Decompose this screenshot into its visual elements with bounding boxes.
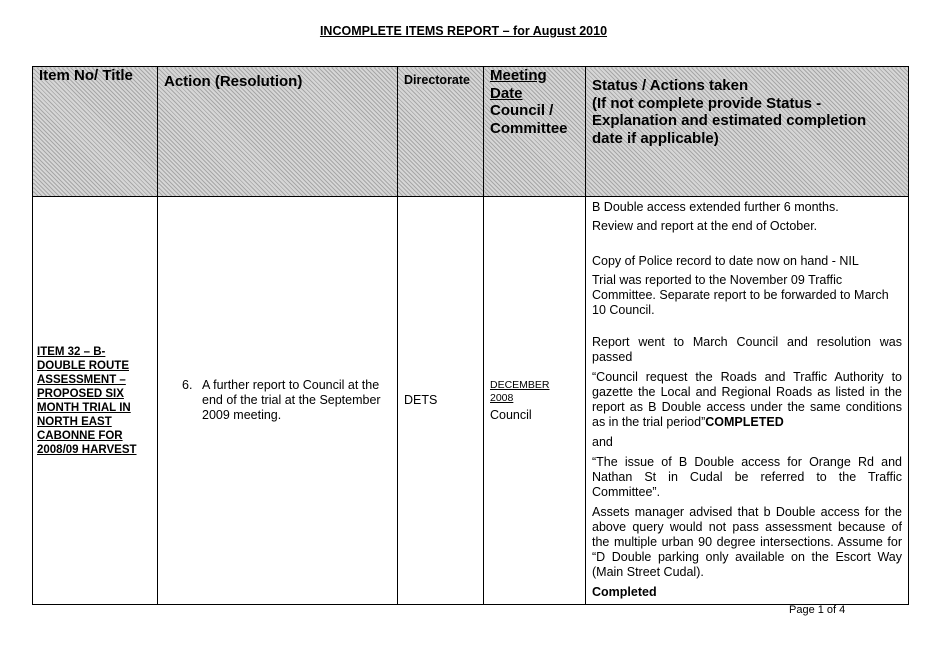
item-title-line: DOUBLE ROUTE	[37, 359, 129, 372]
item-title-line: CABONNE FOR	[37, 429, 123, 442]
header-status-line: date if applicable)	[592, 129, 719, 147]
status-paragraph	[592, 370, 902, 430]
item-title-line: MONTH TRIAL IN	[37, 401, 131, 414]
header-directorate: Directorate	[398, 67, 484, 197]
item-title-line: PROPOSED SIX	[37, 387, 124, 400]
header-status-line: Explanation and estimated completion	[592, 112, 867, 129]
status-paragraph: Assets manager advised that b Double access for the above query would not pass assessment because of the multiple urban 90 degree intersections. Assume for “D Double parking only available on the Escort Way (Main Street Cudal).	[592, 505, 902, 579]
status-paragraph: and	[592, 435, 613, 449]
status-completed-badge: COMPLETED	[705, 415, 784, 429]
header-item-title: Item No/ Title	[33, 67, 158, 197]
incomplete-items-table	[32, 66, 909, 605]
status-paragraph: Trial was reported to the November 09 Traffic Committee. Separate report to be forwarded to March 10 Council.	[592, 273, 889, 317]
status-quote: “Council request the Roads and Traffic Authority to gazette the Local and Regional Roads as listed in the report as B Double access under the same conditions as in the trial period”	[592, 370, 902, 429]
status-completed: Completed	[592, 585, 657, 599]
header-meeting-date: Meeting Date	[490, 67, 547, 102]
status-cell	[586, 197, 909, 605]
status-paragraph: Review and report at the end of October.	[592, 219, 818, 233]
meeting-date-line: DECEMBER	[490, 378, 550, 391]
header-status	[586, 67, 909, 197]
item-title-line: 2008/09 HARVEST	[37, 443, 137, 456]
header-meeting-body: Council / Committee	[490, 102, 568, 137]
header-action: Action (Resolution)	[158, 67, 398, 197]
action-number: 6.	[182, 378, 193, 392]
item-title-line: NORTH EAST	[37, 415, 112, 428]
table-row	[33, 197, 909, 605]
item-title-cell	[33, 197, 158, 605]
item-title-line: ITEM 32 – B-	[37, 345, 106, 358]
table-header-row	[33, 67, 909, 197]
header-status-line: (If not complete provide Status -	[592, 94, 822, 112]
action-text: A further report to Council at the end of the trial at the September 2009 meeting.	[202, 378, 381, 422]
report-title: INCOMPLETE ITEMS REPORT – for August 2010	[319, 24, 608, 38]
directorate-cell: DETS	[398, 197, 484, 605]
header-meeting	[484, 67, 586, 197]
status-paragraph: B Double access extended further 6 months.	[592, 200, 839, 214]
header-status-line: Status / Actions taken	[592, 77, 749, 94]
page-number: Page 1 of 4	[789, 604, 846, 616]
status-paragraph: Copy of Police record to date now on hand - NIL	[592, 254, 859, 268]
status-paragraph: “The issue of B Double access for Orange Rd and Nathan St in Cudal be referred to the Traffic Committee”.	[592, 455, 902, 499]
item-title-line: ASSESSMENT –	[37, 373, 126, 386]
action-cell	[158, 197, 398, 605]
status-paragraph: Report went to March Council and resolution was passed	[592, 335, 902, 364]
meeting-body: Council	[490, 407, 532, 422]
meeting-date-line: 2008	[490, 391, 514, 404]
meeting-cell	[484, 197, 586, 605]
